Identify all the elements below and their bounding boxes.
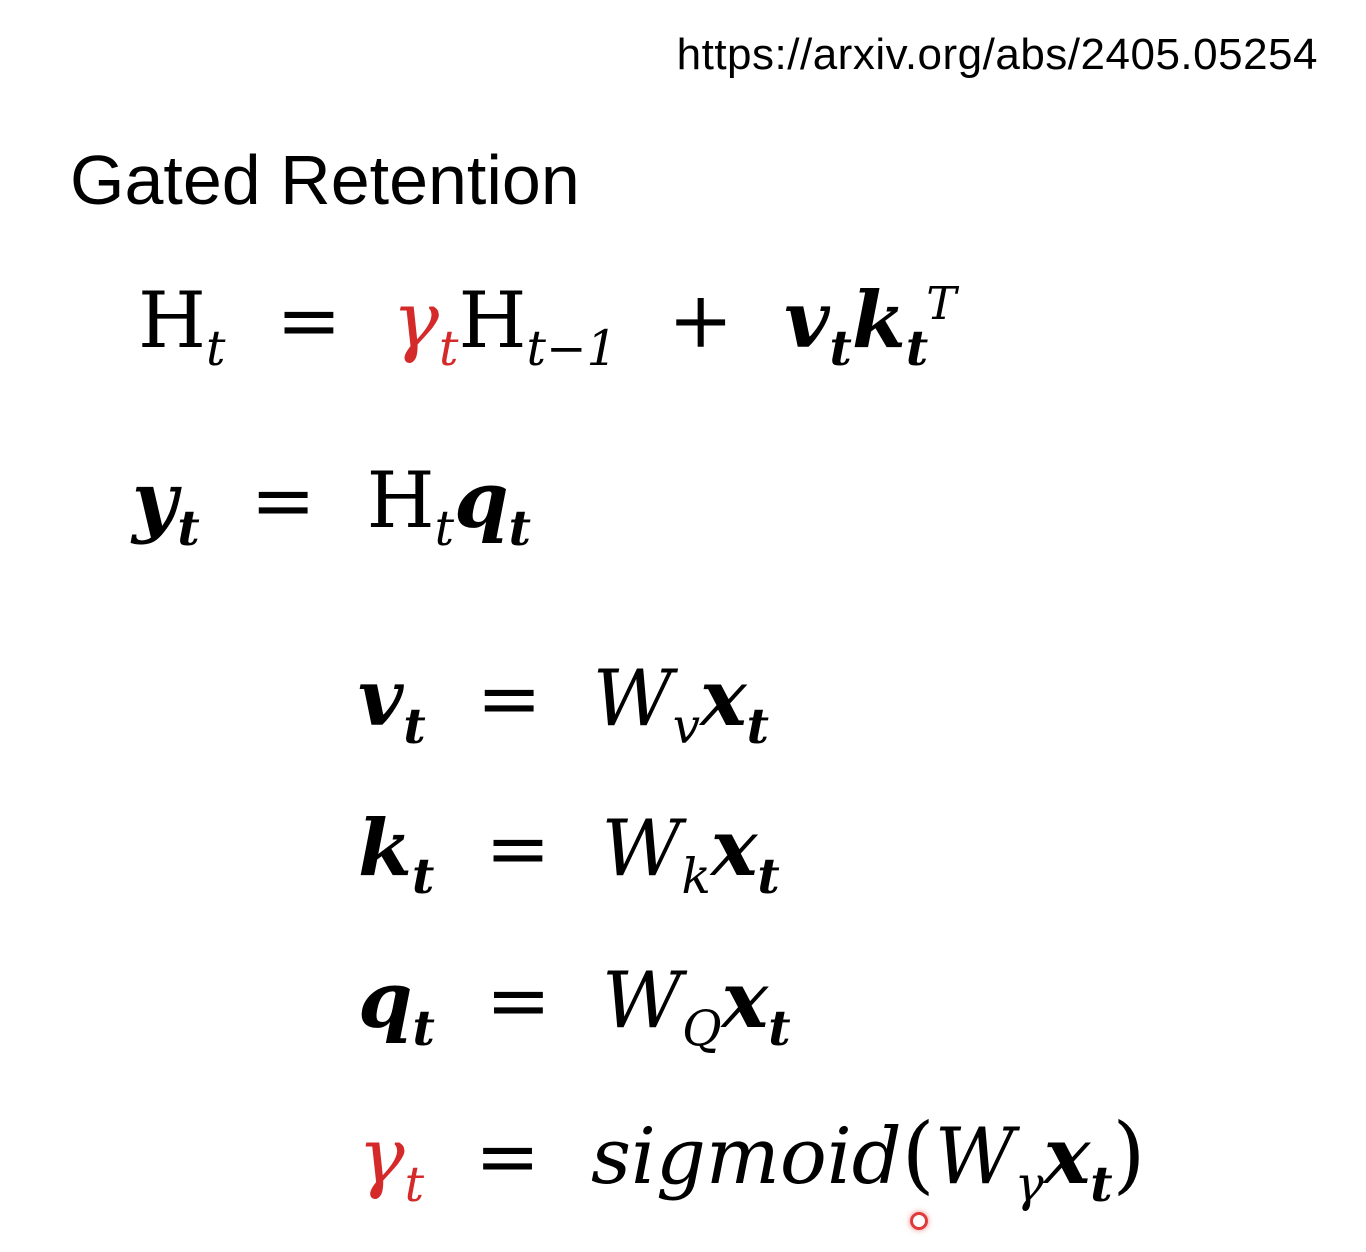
symbol-x: x xyxy=(700,653,747,744)
function-sigmoid: sigmoid xyxy=(591,1112,902,1202)
subscript-t: t xyxy=(434,501,455,558)
subscript-k: k xyxy=(681,849,711,906)
symbol-q: q xyxy=(358,955,413,1046)
subscript-t: t xyxy=(206,321,226,378)
equals-sign: = xyxy=(474,1112,541,1202)
equals-sign: = xyxy=(276,276,342,366)
subscript-t: t xyxy=(905,321,929,378)
subscript-t: t xyxy=(829,321,852,378)
subscript-t: t xyxy=(508,501,531,558)
symbol-gamma: γ xyxy=(392,276,440,366)
subscript-v: v xyxy=(672,699,701,756)
subscript-t: t xyxy=(412,849,435,906)
subscript-t: t xyxy=(412,1001,435,1058)
symbol-H: H xyxy=(458,276,527,366)
subscript-Q: Q xyxy=(682,1001,722,1058)
equation-output xyxy=(132,455,531,558)
equation-state-update xyxy=(138,275,957,378)
left-paren: ( xyxy=(901,1105,935,1203)
symbol-y: y xyxy=(132,455,178,546)
subscript-t: t xyxy=(757,849,780,906)
laser-pointer-cursor xyxy=(910,1212,928,1230)
symbol-q: q xyxy=(454,455,509,546)
symbol-x: x xyxy=(721,955,769,1046)
symbol-H: H xyxy=(366,456,435,546)
subscript-t: t xyxy=(746,699,769,756)
right-paren: ) xyxy=(1112,1105,1146,1203)
symbol-x: x xyxy=(1043,1111,1091,1202)
equals-sign: = xyxy=(476,654,542,744)
symbol-H: H xyxy=(138,276,207,366)
symbol-W: W xyxy=(601,804,682,894)
symbol-W: W xyxy=(592,654,673,744)
subscript-t: t xyxy=(768,1001,791,1058)
equation-query xyxy=(358,955,791,1058)
symbol-v: v xyxy=(358,653,404,744)
equation-value xyxy=(358,653,769,756)
equals-sign: = xyxy=(485,956,552,1046)
source-url[interactable]: https://arxiv.org/abs/2405.05254 xyxy=(676,30,1318,79)
symbol-x: x xyxy=(710,803,758,894)
symbol-W: W xyxy=(934,1112,1015,1202)
equals-sign: = xyxy=(250,456,316,546)
equation-key xyxy=(358,803,780,906)
plus-sign: + xyxy=(668,276,734,366)
subscript-t: t xyxy=(439,321,459,378)
subscript-t: t xyxy=(403,699,426,756)
equals-sign: = xyxy=(485,804,551,894)
subscript-t: t xyxy=(177,501,200,558)
symbol-v: v xyxy=(784,275,830,366)
subscript-t-minus-1: t−1 xyxy=(526,321,618,378)
superscript-T: T xyxy=(926,276,957,330)
symbol-gamma: γ xyxy=(358,1112,405,1202)
subscript-t: t xyxy=(404,1157,425,1214)
symbol-k: k xyxy=(851,275,906,366)
symbol-k: k xyxy=(358,803,413,894)
subscript-t: t xyxy=(1090,1157,1113,1214)
symbol-W: W xyxy=(601,956,683,1046)
slide-title: Gated Retention xyxy=(70,141,580,219)
subscript-gamma: γ xyxy=(1014,1157,1044,1214)
equation-gate xyxy=(358,1105,1146,1214)
